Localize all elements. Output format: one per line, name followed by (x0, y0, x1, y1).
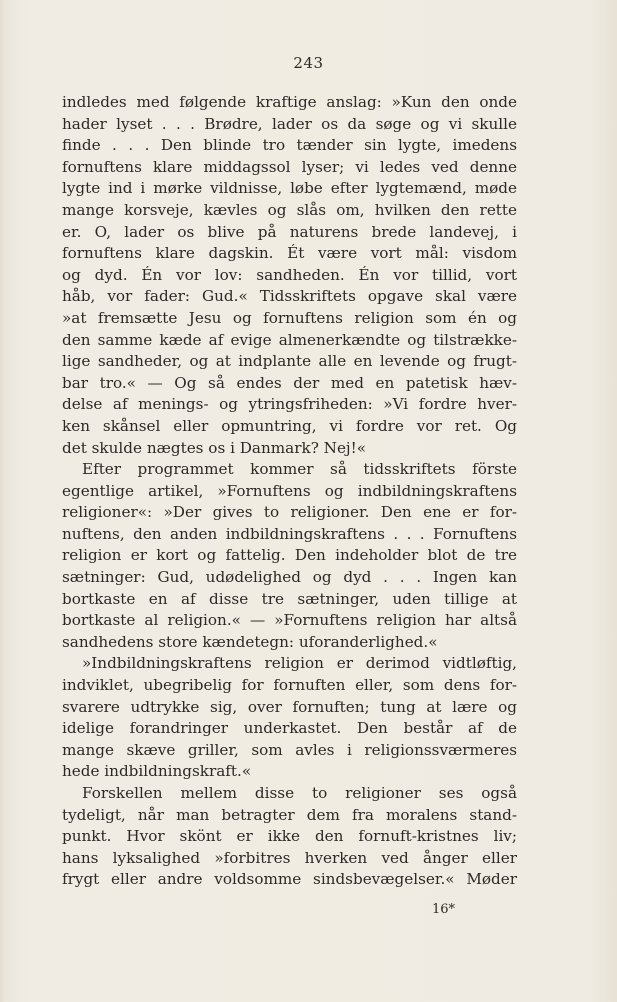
text-line: hans lyksalighed »forbitres hverken ved ånger eller (62, 848, 517, 867)
text-line: lige sandheder, og at indplante alle en levende og frugt- (62, 352, 517, 371)
text-line: nuftens, den anden indbildningskraftens . . . Fornuftens (62, 524, 517, 543)
text-line: idelige forandringer underkastet. Den består af de (62, 719, 517, 738)
text-line: Forskellen mellem disse to religioner ses også (82, 784, 517, 802)
page-number: 243 (293, 54, 324, 72)
text-line: indviklet, ubegribelig for fornuften eller, som dens for- (62, 676, 517, 695)
text-line: bortkaste en af disse tre sætninger, uden tillige at (62, 589, 517, 608)
text-line: lygte ind i mørke vildnisse, løbe efter lygtemænd, møde (62, 179, 517, 198)
text-line: mange korsveje, kævles og slås om, hvilken den rette (62, 200, 517, 219)
text-line: tydeligt, når man betragter dem fra moralens stand- (62, 805, 517, 824)
text-line: hader lyset . . . Brødre, lader os da søge og vi skulle (62, 114, 517, 133)
text-line: er. O, lader os blive på naturens brede landevej, i (62, 222, 517, 241)
text-line: bortkaste al religion.« — »Fornuftens religion har altså (62, 611, 517, 630)
text-line: sætninger: Gud, udødelighed og dyd . . . Ingen kan (62, 568, 517, 587)
text-line: hede indbildningskraft.« (62, 762, 252, 781)
text-line: religioner«: »Der gives to religioner. Den ene er for- (62, 503, 517, 522)
text-line: finde . . . Den blinde tro tænder sin lygte, imedens (62, 136, 517, 155)
text-line: og dyd. Én vor lov: sandheden. Én vor tillid, vort (62, 265, 517, 284)
text-line: egentlige artikel, »Fornuftens og indbildningskraftens (62, 481, 517, 500)
text-line: Efter programmet kommer så tidsskriftets förste (82, 460, 517, 479)
text-line: delse af menings- og ytringsfriheden: »Vi fordre hver- (62, 395, 517, 414)
text-line: religion er kort og fattelig. Den indeholder blot de tre (62, 546, 517, 565)
text-line: svarere udtrykke sig, over fornuften; tung at lære og (62, 697, 517, 716)
text-line: frygt eller andre voldsomme sindsbevægelser.« Møder (62, 870, 517, 889)
text-line: punkt. Hvor skönt er ikke den fornuft-kristnes liv; (62, 827, 517, 846)
text-line: mange skæve griller, som avles i religionssværmeres (62, 740, 517, 759)
text-line: den samme kæde af evige almenerkændte og tilstrække- (62, 330, 517, 349)
text-line: ken skånsel eller opmuntring, vi fordre vor ret. Og (62, 416, 517, 435)
text-line: indledes med følgende kraftige anslag: »Kun den onde (62, 93, 517, 111)
body-text (62, 92, 517, 891)
text-line: fornuftens klare dagskin. Ét være vort mål: visdom (62, 244, 517, 263)
text-line: sandhedens store kændetegn: uforanderlighed.« (62, 632, 438, 651)
text-line: bar tro.« — Og så endes der med en patetisk hæv- (62, 373, 517, 392)
signature-mark: 16* (432, 902, 456, 917)
text-line: »Indbildningskraftens religion er derimod vidtløftig, (82, 654, 517, 673)
text-line: fornuftens klare middagssol lyser; vi ledes ved denne (62, 157, 517, 176)
text-line: det skulde nægtes os i Danmark? Nej!« (62, 438, 367, 457)
text-line: håb, vor fader: Gud.« Tidsskriftets opgave skal være (62, 287, 517, 306)
text-line: »at fremsætte Jesu og fornuftens religion som én og (62, 308, 517, 327)
